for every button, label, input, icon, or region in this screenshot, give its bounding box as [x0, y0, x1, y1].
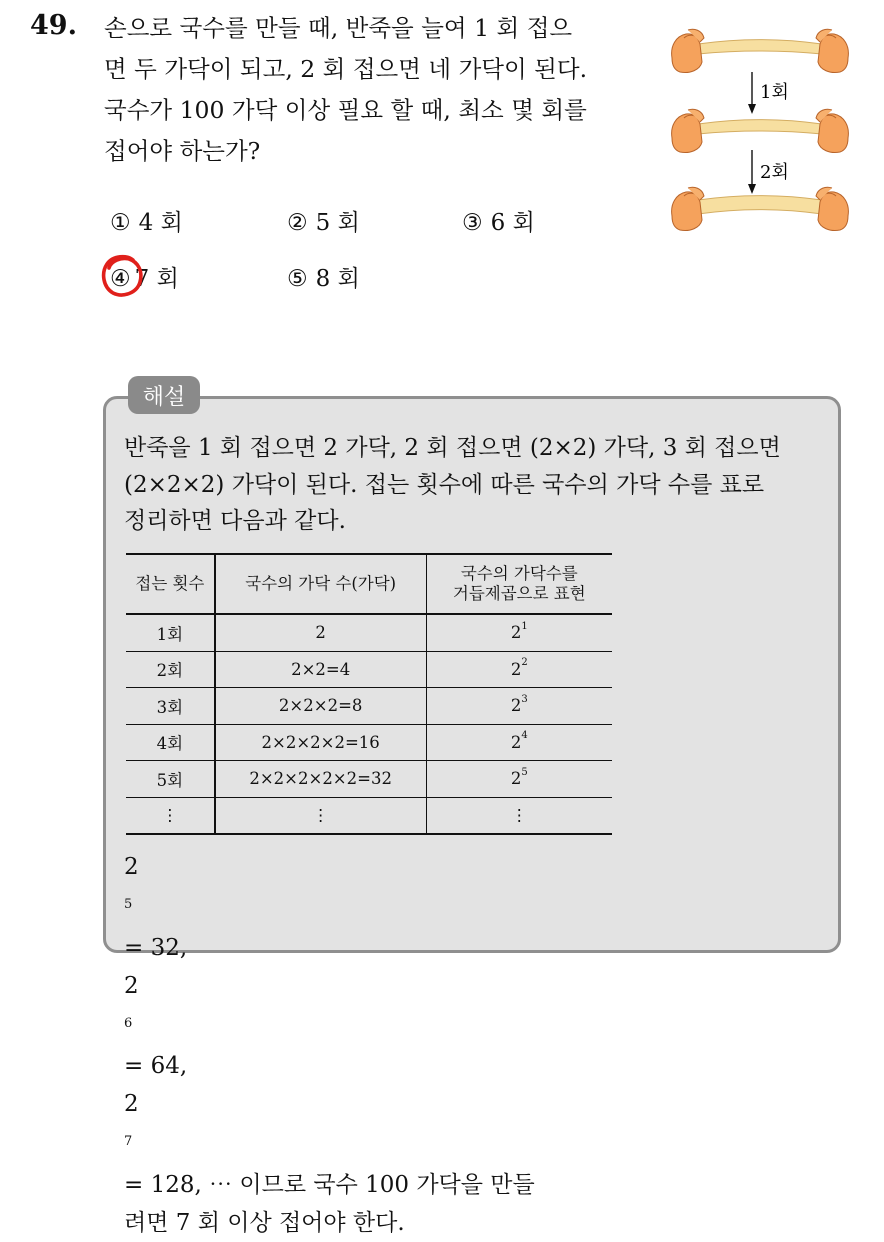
cell-power [426, 761, 612, 798]
choice-label: 4 회 [138, 210, 183, 236]
eq-base: 2 [124, 1091, 139, 1118]
question-line: 접어야 하는가? [104, 137, 261, 165]
eq-base: 2 [124, 972, 139, 999]
choice-1[interactable] [110, 204, 183, 237]
eq-exponent: 6 [124, 1015, 133, 1031]
solution-tab: 해설 [128, 376, 200, 414]
solution-line: 반죽을 1 회 접으면 2 가닥, 2 회 접으면 (2×2) 가닥, 3 회 접으면 [124, 435, 781, 461]
cell-fold: 2회 [126, 651, 215, 688]
power-exponent: 2 [521, 657, 528, 669]
cell-power [426, 724, 612, 761]
question-line: 국수가 100 가닥 이상 필요 할 때, 최소 몇 회를 [104, 96, 587, 124]
power-exponent: 3 [521, 693, 528, 705]
choice-number: ① [110, 210, 131, 236]
cell-power [426, 651, 612, 688]
folding-table [126, 553, 612, 835]
header-strand-count: 국수의 가닥 수(가닥) [215, 554, 426, 614]
table-row [126, 614, 612, 651]
noodle-folding-figure [670, 28, 850, 258]
table-row [126, 688, 612, 725]
power-exponent: 4 [521, 730, 528, 742]
power-base: 2 [510, 732, 522, 752]
question-line: 손으로 국수를 만들 때, 반죽을 늘여 1 회 접으 [104, 14, 573, 42]
choice-label: 6 회 [490, 210, 535, 236]
power-exponent: 1 [521, 620, 528, 632]
table-row [126, 761, 612, 798]
cell-fold: 1회 [126, 614, 215, 651]
choice-label: 5 회 [315, 210, 360, 236]
eq-exponent: 7 [124, 1134, 133, 1150]
eq-value: = 64, [124, 1053, 188, 1080]
step-label-1: 1회 [760, 82, 789, 103]
header-power-line-2: 거듭제곱으로 표현 [452, 584, 586, 603]
cell-count: 2×2=4 [215, 651, 426, 688]
table-row [126, 797, 612, 834]
table-row [126, 724, 612, 761]
choice-number: ③ [462, 210, 483, 236]
question-text [104, 8, 649, 172]
cell-fold: 5회 [126, 761, 215, 798]
power-exponent: 5 [521, 766, 528, 778]
eq-value: = 128, ⋯ 이므로 국수 100 가닥을 만들 [124, 1171, 535, 1198]
solution-line: (2×2×2) 가닥이 된다. 접는 횟수에 따른 국수의 가닥 수를 표로 [124, 471, 765, 498]
question-number: 49. [30, 10, 77, 41]
cell-fold: 3회 [126, 688, 215, 725]
solution-line: 정리하면 다음과 같다. [124, 508, 346, 534]
choice-3[interactable] [462, 204, 535, 237]
cell-count: 2×2×2×2×2=32 [215, 761, 426, 798]
cell-count: 2×2×2×2=16 [215, 724, 426, 761]
power-base: 2 [510, 659, 522, 679]
header-fold-count: 접는 횟수 [126, 554, 215, 614]
eq-base: 2 [124, 854, 139, 880]
eq-exponent: 5 [124, 897, 133, 912]
conclusion-line-2: 려면 7 회 이상 접어야 한다. [124, 1209, 405, 1236]
header-power [426, 554, 612, 614]
power-base: 2 [510, 696, 522, 716]
choice-2[interactable] [287, 204, 360, 237]
conclusion-line-1 [124, 848, 829, 1204]
choice-5[interactable] [287, 260, 360, 293]
choice-label: 7 회 [134, 266, 179, 292]
cell-power [426, 614, 612, 651]
cell-count: ⋮ [215, 797, 426, 834]
cell-fold: 4회 [126, 724, 215, 761]
power-base: 2 [510, 769, 522, 789]
eq-value: = 32, [124, 934, 188, 961]
choice-label: 8 회 [315, 266, 360, 292]
choice-number: ② [287, 210, 308, 236]
table-row [126, 651, 612, 688]
question-line: 면 두 가닥이 되고, 2 회 접으면 네 가닥이 된다. [104, 55, 588, 83]
cell-power [426, 688, 612, 725]
choice-number: ④ [110, 266, 131, 292]
header-power-line-1: 국수의 가닥수를 [460, 564, 578, 583]
solution-conclusion [124, 848, 829, 1242]
cell-count: 2 [215, 614, 426, 651]
cell-power: ⋮ [426, 797, 612, 834]
solution-intro [124, 430, 829, 540]
answer-circle-mark [99, 252, 145, 298]
cell-count: 2×2×2=8 [215, 688, 426, 725]
cell-fold: ⋮ [126, 797, 215, 834]
choice-number: ⑤ [287, 266, 308, 292]
power-base: 2 [510, 623, 522, 643]
step-label-2: 2회 [760, 162, 789, 183]
